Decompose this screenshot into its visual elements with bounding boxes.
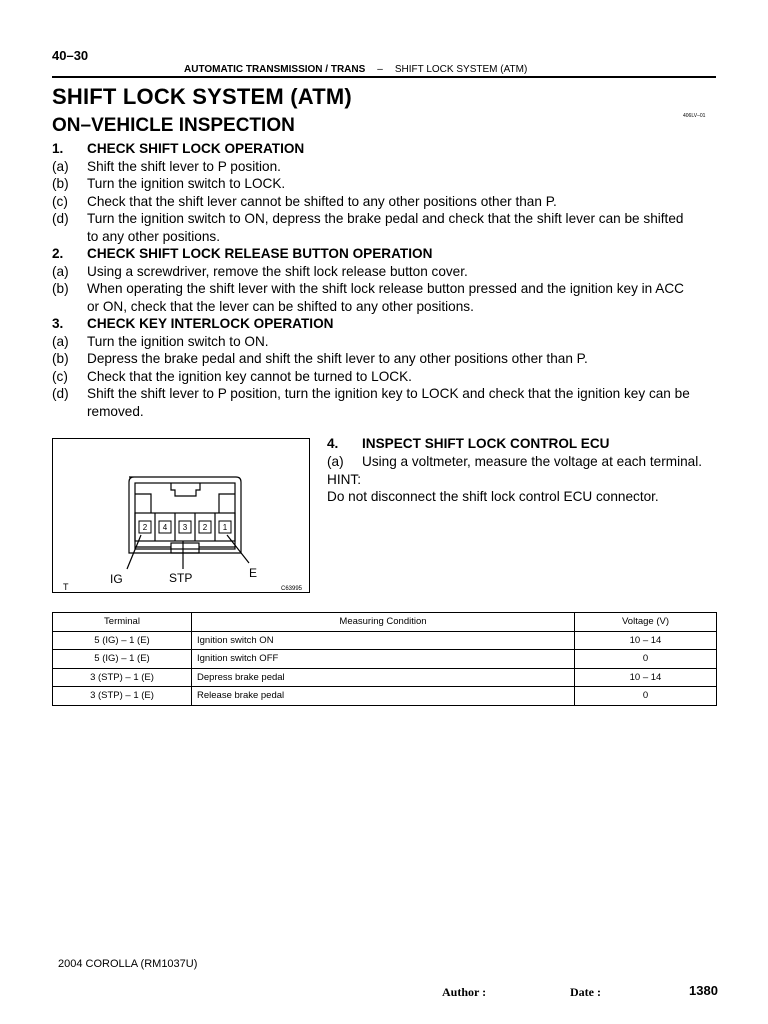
hint-label: HINT: <box>327 471 361 487</box>
connector-tab <box>171 543 199 553</box>
voltage-cell: 0 <box>575 650 717 669</box>
figure-code: C63995 <box>281 586 303 592</box>
terminal-cell: 5 (IG) – 1 (E) <box>53 631 192 650</box>
terminal-cell: 3 (STP) – 1 (E) <box>53 687 192 706</box>
condition-cell: Depress brake pedal <box>192 668 575 687</box>
label-stp: STP <box>169 571 193 585</box>
hint-text: Do not disconnect the shift lock control ECU connector. <box>327 489 659 504</box>
pin-number: 2 <box>142 523 148 532</box>
step-text: or ON, check that the lever can be shifted to any other positions. <box>87 298 474 314</box>
header-section: AUTOMATIC TRANSMISSION / TRANS <box>184 64 366 75</box>
step-text: Turn the ignition switch to ON. <box>87 333 269 349</box>
pin-number: 4 <box>162 523 168 532</box>
step-text: Shift the shift lever to P position, turn the ignition key to LOCK and check that the ignition key can be <box>87 386 690 401</box>
step-label: 3. <box>52 316 64 331</box>
pin-number: 3 <box>182 523 188 532</box>
footer-date-label: Date : <box>570 985 601 999</box>
column-header: Terminal <box>53 613 192 632</box>
step-text: When operating the shift lever with the shift lock release button pressed and the ignition key in ACC <box>87 281 684 296</box>
step-text: CHECK SHIFT LOCK RELEASE BUTTON OPERATION <box>87 246 433 261</box>
step-text: CHECK KEY INTERLOCK OPERATION <box>87 316 334 331</box>
step-label: (d) <box>52 386 69 401</box>
page-subtitle: ON–VEHICLE INSPECTION <box>52 115 295 136</box>
step-text: Using a voltmeter, measure the voltage at each terminal. <box>362 454 703 469</box>
step-text: to any other positions. <box>87 228 220 244</box>
condition-cell: Ignition switch ON <box>192 631 575 650</box>
connector-latch <box>171 483 200 496</box>
page-number: 40–30 <box>52 48 89 63</box>
running-header <box>184 64 527 75</box>
pin-number: 1 <box>222 523 228 532</box>
column-header: Measuring Condition <box>192 613 575 632</box>
terminal-cell: 3 (STP) – 1 (E) <box>53 668 192 687</box>
step-text: Turn the ignition switch to ON, depress the brake pedal and check that the shift lever can be shifted <box>87 211 684 226</box>
column-header: Voltage (V) <box>575 613 717 632</box>
pin-number: 2 <box>202 523 208 532</box>
step-text: INSPECT SHIFT LOCK CONTROL ECU <box>362 436 610 451</box>
step-text: CHECK SHIFT LOCK OPERATION <box>87 141 305 156</box>
step-text: Check that the shift lever cannot be shifted to any other positions other than P. <box>87 193 557 209</box>
step-label: (a) <box>52 263 69 279</box>
step-label: (b) <box>52 176 69 191</box>
step-text: Depress the brake pedal and shift the shift lever to any other positions other than P. <box>87 351 588 366</box>
connector-diagram <box>52 438 310 593</box>
voltage-table <box>52 612 717 706</box>
condition-cell: Ignition switch OFF <box>192 650 575 669</box>
page-title: SHIFT LOCK SYSTEM (ATM) <box>52 84 352 109</box>
voltage-cell: 10 – 14 <box>575 668 717 687</box>
connector-drawing <box>53 439 309 592</box>
header-rule <box>52 76 716 78</box>
voltage-cell: 10 – 14 <box>575 631 717 650</box>
step-label: (d) <box>52 211 69 226</box>
table-header-row <box>53 613 717 632</box>
step-label: (c) <box>52 193 68 209</box>
step-label: (a) <box>327 454 344 469</box>
label-ig: IG <box>110 572 123 586</box>
corner-mark: T <box>63 582 69 592</box>
table-row <box>53 668 717 687</box>
label-e: E <box>249 566 258 580</box>
condition-cell: Release brake pedal <box>192 687 575 706</box>
voltage-cell: 0 <box>575 687 717 706</box>
table-row <box>53 687 717 706</box>
step-text: removed. <box>87 403 144 419</box>
step-label: (c) <box>52 368 68 384</box>
footer-author-label: Author : <box>442 985 487 999</box>
step-text: Turn the ignition switch to LOCK. <box>87 176 286 191</box>
table-row <box>53 631 717 650</box>
step-text: Shift the shift lever to P position. <box>87 158 281 174</box>
header-dash: – <box>377 64 383 75</box>
document-code: 406LV–01 <box>683 113 706 119</box>
footer-page-number: 1380 <box>689 983 718 998</box>
step-label: (a) <box>52 333 69 349</box>
step-label: 2. <box>52 246 64 261</box>
table-row <box>53 650 717 669</box>
connector-body <box>135 483 235 549</box>
step-label: 4. <box>327 436 339 451</box>
header-subsection: SHIFT LOCK SYSTEM (ATM) <box>394 64 528 75</box>
step-label: 1. <box>52 141 64 156</box>
step-label: (b) <box>52 351 69 366</box>
step-text: Check that the ignition key cannot be turned to LOCK. <box>87 368 412 384</box>
step-label: (b) <box>52 281 69 296</box>
footer-model: 2004 COROLLA (RM1037U) <box>58 958 198 970</box>
step-label: (a) <box>52 158 69 174</box>
terminal-cell: 5 (IG) – 1 (E) <box>53 650 192 669</box>
step-text: Using a screwdriver, remove the shift lock release button cover. <box>87 263 468 279</box>
